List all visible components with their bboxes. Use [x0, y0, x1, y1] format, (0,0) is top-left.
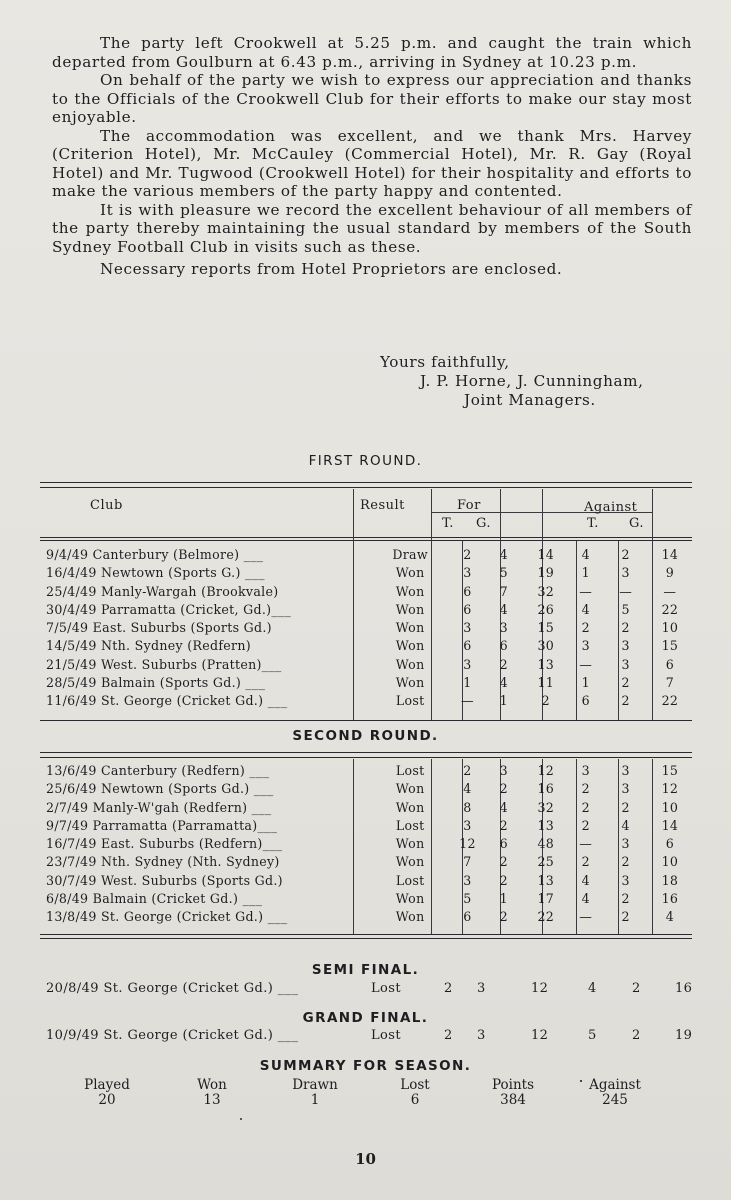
- table-top-rule: [40, 482, 692, 483]
- for-goals: 3: [477, 981, 486, 996]
- for-goals: 5: [499, 565, 508, 581]
- summary-item: [360, 1078, 470, 1108]
- match-club: 20/8/49 St. George (Cricket Gd.) ___: [46, 981, 299, 996]
- match-club: 10/9/49 St. George (Cricket Gd.) ___: [46, 1028, 299, 1043]
- summary-value: 6: [410, 1092, 420, 1108]
- for-goals: 3: [499, 620, 508, 636]
- match-club: 13/8/49 St. George (Cricket Gd.) ___: [46, 909, 288, 925]
- against-goals: 3: [621, 656, 630, 672]
- ink-speck: [240, 1118, 242, 1120]
- against-goals: 5: [621, 601, 630, 617]
- against-points: 19: [675, 1028, 693, 1043]
- match-club: 21/5/49 West. Suburbs (Pratten)___: [46, 656, 282, 672]
- table-row: [40, 619, 692, 637]
- against-tries: 2: [581, 620, 590, 636]
- match-result: Won: [395, 565, 425, 581]
- for-goals: 3: [477, 1028, 486, 1043]
- match-club: 7/5/49 East. Suburbs (Sports Gd.): [46, 620, 272, 636]
- for-goals: 4: [499, 601, 508, 617]
- first-round-bottom-rule: [40, 720, 692, 721]
- against-points: 10: [661, 854, 679, 870]
- table-row: [40, 890, 692, 908]
- for-tries: 3: [463, 620, 472, 636]
- table-row: [40, 762, 692, 780]
- second-round-heading: SECOND ROUND.: [292, 728, 439, 744]
- page-number: 10: [355, 1150, 376, 1168]
- for-goals: 2: [499, 656, 508, 672]
- against-points: 15: [661, 763, 679, 778]
- match-result: Won: [395, 781, 425, 797]
- match-club: 25/4/49 Manly-Wargah (Brookvale): [46, 583, 279, 599]
- against-goals: 3: [621, 638, 630, 654]
- table-row: [40, 674, 692, 692]
- match-result: Lost: [395, 872, 425, 888]
- for-points: 32: [537, 799, 555, 815]
- match-result: Draw: [392, 547, 428, 562]
- letter-paragraph-1: The party left Crookwell at 5.25 p.m. and caught the train which departed from Goulburn at 6.43 p.m., arriving in Sydney at 10.23 p.m.: [52, 34, 692, 71]
- table-top-rule-inner: [40, 487, 692, 488]
- for-points: 2: [541, 693, 550, 709]
- match-club: 11/6/49 St. George (Cricket Gd.) ___: [46, 693, 288, 709]
- against-tries: 2: [581, 781, 590, 797]
- against-tries: —: [579, 836, 593, 852]
- for-tries: 6: [463, 638, 472, 654]
- table-header-rule: [40, 537, 692, 538]
- match-result: Won: [395, 620, 425, 636]
- match-club: 28/5/49 Balmain (Sports Gd.) ___: [46, 675, 266, 691]
- against-tries: 4: [581, 547, 590, 562]
- for-tries: 6: [463, 909, 472, 925]
- for-points: 13: [537, 656, 555, 672]
- against-points: 9: [665, 565, 675, 581]
- header-against: Against: [584, 500, 638, 515]
- against-goals: 3: [621, 872, 630, 888]
- for-goals: 2: [499, 781, 508, 797]
- table-row: [40, 692, 692, 710]
- for-goals: 4: [499, 675, 508, 691]
- against-points: 10: [661, 620, 679, 636]
- against-tries: 3: [581, 763, 590, 778]
- against-tries: 4: [581, 891, 590, 907]
- for-points: 11: [537, 675, 555, 691]
- for-points: 14: [537, 547, 555, 562]
- match-club: 9/7/49 Parramatta (Parramatta)___: [46, 817, 278, 833]
- header-against-g: G.: [629, 516, 645, 531]
- match-club: 16/4/49 Newtown (Sports G.) ___: [46, 565, 265, 581]
- summary-item: [458, 1078, 568, 1108]
- letter-body: [52, 34, 692, 279]
- for-goals: 2: [499, 817, 508, 833]
- for-points: 13: [537, 872, 555, 888]
- against-points: 14: [661, 547, 679, 562]
- for-tries: 3: [463, 565, 472, 581]
- match-club: 14/5/49 Nth. Sydney (Redfern): [46, 638, 252, 654]
- second-round-bottom-rule: [40, 934, 692, 935]
- against-points: —: [663, 583, 677, 599]
- letter-paragraph-5: Necessary reports from Hotel Proprietors are enclosed.: [100, 260, 563, 278]
- for-tries: 6: [463, 583, 472, 599]
- against-points: 16: [675, 981, 693, 996]
- for-tries: —: [461, 693, 474, 709]
- letter-signatories: J. P. Horne, J. Cunningham,: [420, 372, 644, 390]
- for-goals: 2: [499, 909, 508, 925]
- against-goals: 2: [621, 854, 630, 870]
- for-points: 26: [537, 601, 555, 617]
- for-goals: 6: [499, 836, 508, 852]
- for-goals: 7: [499, 583, 508, 599]
- for-tries: 2: [444, 1028, 453, 1043]
- table-row: [40, 780, 692, 798]
- summary-label: Won: [197, 1077, 227, 1093]
- table-row: [40, 817, 692, 835]
- first-round-table: [40, 546, 692, 711]
- against-points: 22: [661, 601, 679, 617]
- against-tries: 6: [581, 693, 590, 709]
- table-row: [40, 583, 692, 601]
- for-points: 22: [537, 909, 555, 925]
- match-club: 25/6/49 Newtown (Sports Gd.) ___: [46, 781, 274, 797]
- match-club: 30/7/49 West. Suburbs (Sports Gd.): [46, 872, 283, 888]
- against-points: 4: [665, 909, 675, 925]
- letter-paragraph-3: The accommodation was excellent, and we thank Mrs. Harvey (Criterion Hotel), Mr. McCauley (Commercial Hotel), Mr. R. Gay (Royal Hotel) and Mr. Tugwood (Crookwell Hotel) for their hospitality and efforts to make the various members of the party happy and contented.: [52, 126, 692, 200]
- for-tries: 2: [444, 981, 453, 996]
- match-result: Won: [395, 601, 425, 617]
- for-points: 48: [537, 836, 555, 852]
- against-goals: 2: [621, 693, 630, 709]
- header-result: Result: [360, 498, 405, 513]
- grand-final-heading: GRAND FINAL.: [302, 1010, 429, 1026]
- for-points: 12: [531, 981, 549, 996]
- against-goals: 2: [621, 620, 630, 636]
- against-tries: 1: [581, 675, 590, 691]
- match-result: Won: [395, 836, 425, 852]
- for-goals: 2: [499, 854, 508, 870]
- for-tries: 2: [463, 547, 472, 562]
- against-points: 14: [661, 817, 679, 833]
- table-row: [40, 835, 692, 853]
- for-points: 25: [537, 854, 555, 870]
- table-row: [40, 908, 692, 926]
- against-goals: 2: [632, 1028, 641, 1043]
- match-club: 9/4/49 Canterbury (Belmore) ___: [46, 547, 264, 562]
- for-points: 19: [537, 565, 555, 581]
- match-club: 23/7/49 Nth. Sydney (Nth. Sydney): [46, 854, 280, 870]
- match-result: Won: [395, 583, 425, 599]
- match-club: 6/8/49 Balmain (Cricket Gd.) ___: [46, 891, 263, 907]
- summary-heading: SUMMARY FOR SEASON.: [259, 1058, 472, 1074]
- against-points: 6: [665, 656, 675, 672]
- for-goals: 4: [499, 799, 508, 815]
- summary-value: 13: [203, 1092, 221, 1108]
- for-points: 15: [537, 620, 555, 636]
- against-goals: 2: [621, 547, 630, 562]
- against-tries: 2: [581, 817, 590, 833]
- for-tries: 8: [463, 799, 472, 815]
- table-header-rule-inner: [40, 540, 692, 541]
- table-row: [40, 853, 692, 871]
- against-tries: 4: [581, 872, 590, 888]
- for-points: 30: [537, 638, 555, 654]
- summary-value: 1: [310, 1092, 320, 1108]
- header-club: Club: [90, 498, 123, 513]
- against-tries: 4: [588, 981, 597, 996]
- for-tries: 12: [459, 836, 476, 852]
- against-points: 18: [661, 872, 679, 888]
- against-points: 16: [661, 891, 679, 907]
- against-tries: —: [579, 583, 593, 599]
- against-tries: 4: [581, 601, 590, 617]
- second-round-bottom-rule-inner: [40, 938, 692, 939]
- for-goals: 2: [499, 872, 508, 888]
- table-row: [40, 601, 692, 619]
- summary-label: Points: [491, 1077, 535, 1093]
- match-result: Won: [395, 799, 425, 815]
- summary-label: Against: [589, 1077, 641, 1093]
- summary-item: [260, 1078, 370, 1108]
- second-round-top-rule: [40, 752, 692, 753]
- against-points: 15: [661, 638, 679, 654]
- against-goals: 2: [621, 891, 630, 907]
- match-result: Won: [395, 909, 425, 925]
- for-goals: 1: [499, 891, 508, 907]
- for-points: 16: [537, 781, 555, 797]
- against-goals: 2: [621, 909, 630, 925]
- match-result: Lost: [371, 981, 401, 996]
- against-goals: 3: [621, 565, 630, 581]
- summary-label: Played: [84, 1077, 130, 1093]
- match-result: Lost: [395, 763, 425, 778]
- for-tries: 4: [463, 781, 472, 797]
- summary-item: [52, 1078, 162, 1108]
- table-row: [40, 799, 692, 817]
- match-club: 2/7/49 Manly-W'gah (Redfern) ___: [46, 799, 272, 815]
- against-points: 7: [665, 675, 675, 691]
- second-round-table: [40, 762, 692, 927]
- for-tries: 2: [463, 763, 472, 778]
- for-goals: 4: [499, 547, 508, 562]
- against-goals: 3: [621, 763, 630, 778]
- for-tries: 1: [463, 675, 472, 691]
- against-points: 10: [661, 799, 679, 815]
- against-tries: —: [579, 909, 593, 925]
- summary-item: [157, 1078, 267, 1108]
- against-tries: 1: [581, 565, 590, 581]
- for-goals: 3: [499, 763, 508, 778]
- table-row: [40, 656, 692, 674]
- second-round-top-rule-inner: [40, 757, 692, 758]
- grand-final-row: [0, 1028, 731, 1046]
- match-result: Won: [395, 656, 425, 672]
- summary-label: Lost: [400, 1077, 430, 1093]
- for-tries: 3: [463, 817, 472, 833]
- against-points: 6: [665, 836, 675, 852]
- letter-paragraph-4: It is with pleasure we record the excellent behaviour of all members of the party thereby maintaining the usual standard by members of the South Sydney Football Club in visits such as these.: [52, 200, 692, 256]
- against-tries: 2: [581, 799, 590, 815]
- first-round-heading: FIRST ROUND.: [308, 453, 423, 469]
- against-goals: —: [619, 583, 633, 599]
- summary-item: [560, 1078, 670, 1108]
- table-row: [40, 872, 692, 890]
- header-for: For: [457, 498, 481, 513]
- for-tries: 3: [463, 656, 472, 672]
- against-tries: 3: [581, 638, 590, 654]
- summary-label: Drawn: [292, 1077, 338, 1093]
- for-tries: 3: [463, 872, 472, 888]
- against-tries: 5: [588, 1028, 597, 1043]
- against-goals: 3: [621, 781, 630, 797]
- against-goals: 2: [621, 675, 630, 691]
- for-points: 12: [531, 1028, 549, 1043]
- against-goals: 2: [632, 981, 641, 996]
- summary-value: 20: [98, 1092, 116, 1108]
- against-goals: 4: [621, 817, 630, 833]
- match-club: 13/6/49 Canterbury (Redfern) ___: [46, 763, 270, 778]
- for-points: 12: [537, 763, 555, 778]
- letter-closing: Yours faithfully,: [380, 353, 510, 371]
- for-goals: 1: [499, 693, 508, 709]
- against-goals: 2: [621, 799, 630, 815]
- for-points: 17: [537, 891, 555, 907]
- match-club: 30/4/49 Parramatta (Cricket, Gd.)___: [46, 601, 292, 617]
- header-for-t: T.: [442, 516, 454, 531]
- header-for-g: G.: [476, 516, 492, 531]
- for-points: 32: [537, 583, 555, 599]
- against-points: 22: [661, 693, 679, 709]
- summary-row: [0, 1078, 731, 1118]
- match-result: Won: [395, 854, 425, 870]
- match-result: Won: [395, 638, 425, 654]
- semi-final-row: [0, 981, 731, 999]
- against-tries: 2: [581, 854, 590, 870]
- table-row: [40, 564, 692, 582]
- against-goals: 3: [621, 836, 630, 852]
- letter-paragraph-2: On behalf of the party we wish to express our appreciation and thanks to the Officials of the Crookwell Club for their efforts to make our stay most enjoyable.: [52, 71, 692, 126]
- against-points: 12: [661, 781, 679, 797]
- for-points: 13: [537, 817, 555, 833]
- for-tries: 5: [463, 891, 472, 907]
- match-result: Lost: [395, 693, 425, 709]
- match-club: 16/7/49 East. Suburbs (Redfern)___: [46, 836, 283, 852]
- summary-value: 384: [500, 1092, 526, 1108]
- letter-sign-title: Joint Managers.: [464, 391, 596, 409]
- match-result: Lost: [395, 817, 425, 833]
- match-result: Lost: [371, 1028, 401, 1043]
- ink-speck: [580, 1080, 582, 1082]
- for-goals: 6: [499, 638, 508, 654]
- for-tries: 6: [463, 601, 472, 617]
- table-row: [40, 546, 692, 564]
- match-result: Won: [395, 891, 425, 907]
- table-row: [40, 637, 692, 655]
- for-tries: 7: [463, 854, 472, 870]
- semi-final-heading: SEMI FINAL.: [311, 962, 420, 978]
- summary-value: 245: [602, 1092, 628, 1108]
- against-tries: —: [579, 656, 593, 672]
- match-result: Won: [395, 675, 425, 691]
- for-subrule: [431, 512, 542, 513]
- header-against-t: T.: [587, 516, 599, 531]
